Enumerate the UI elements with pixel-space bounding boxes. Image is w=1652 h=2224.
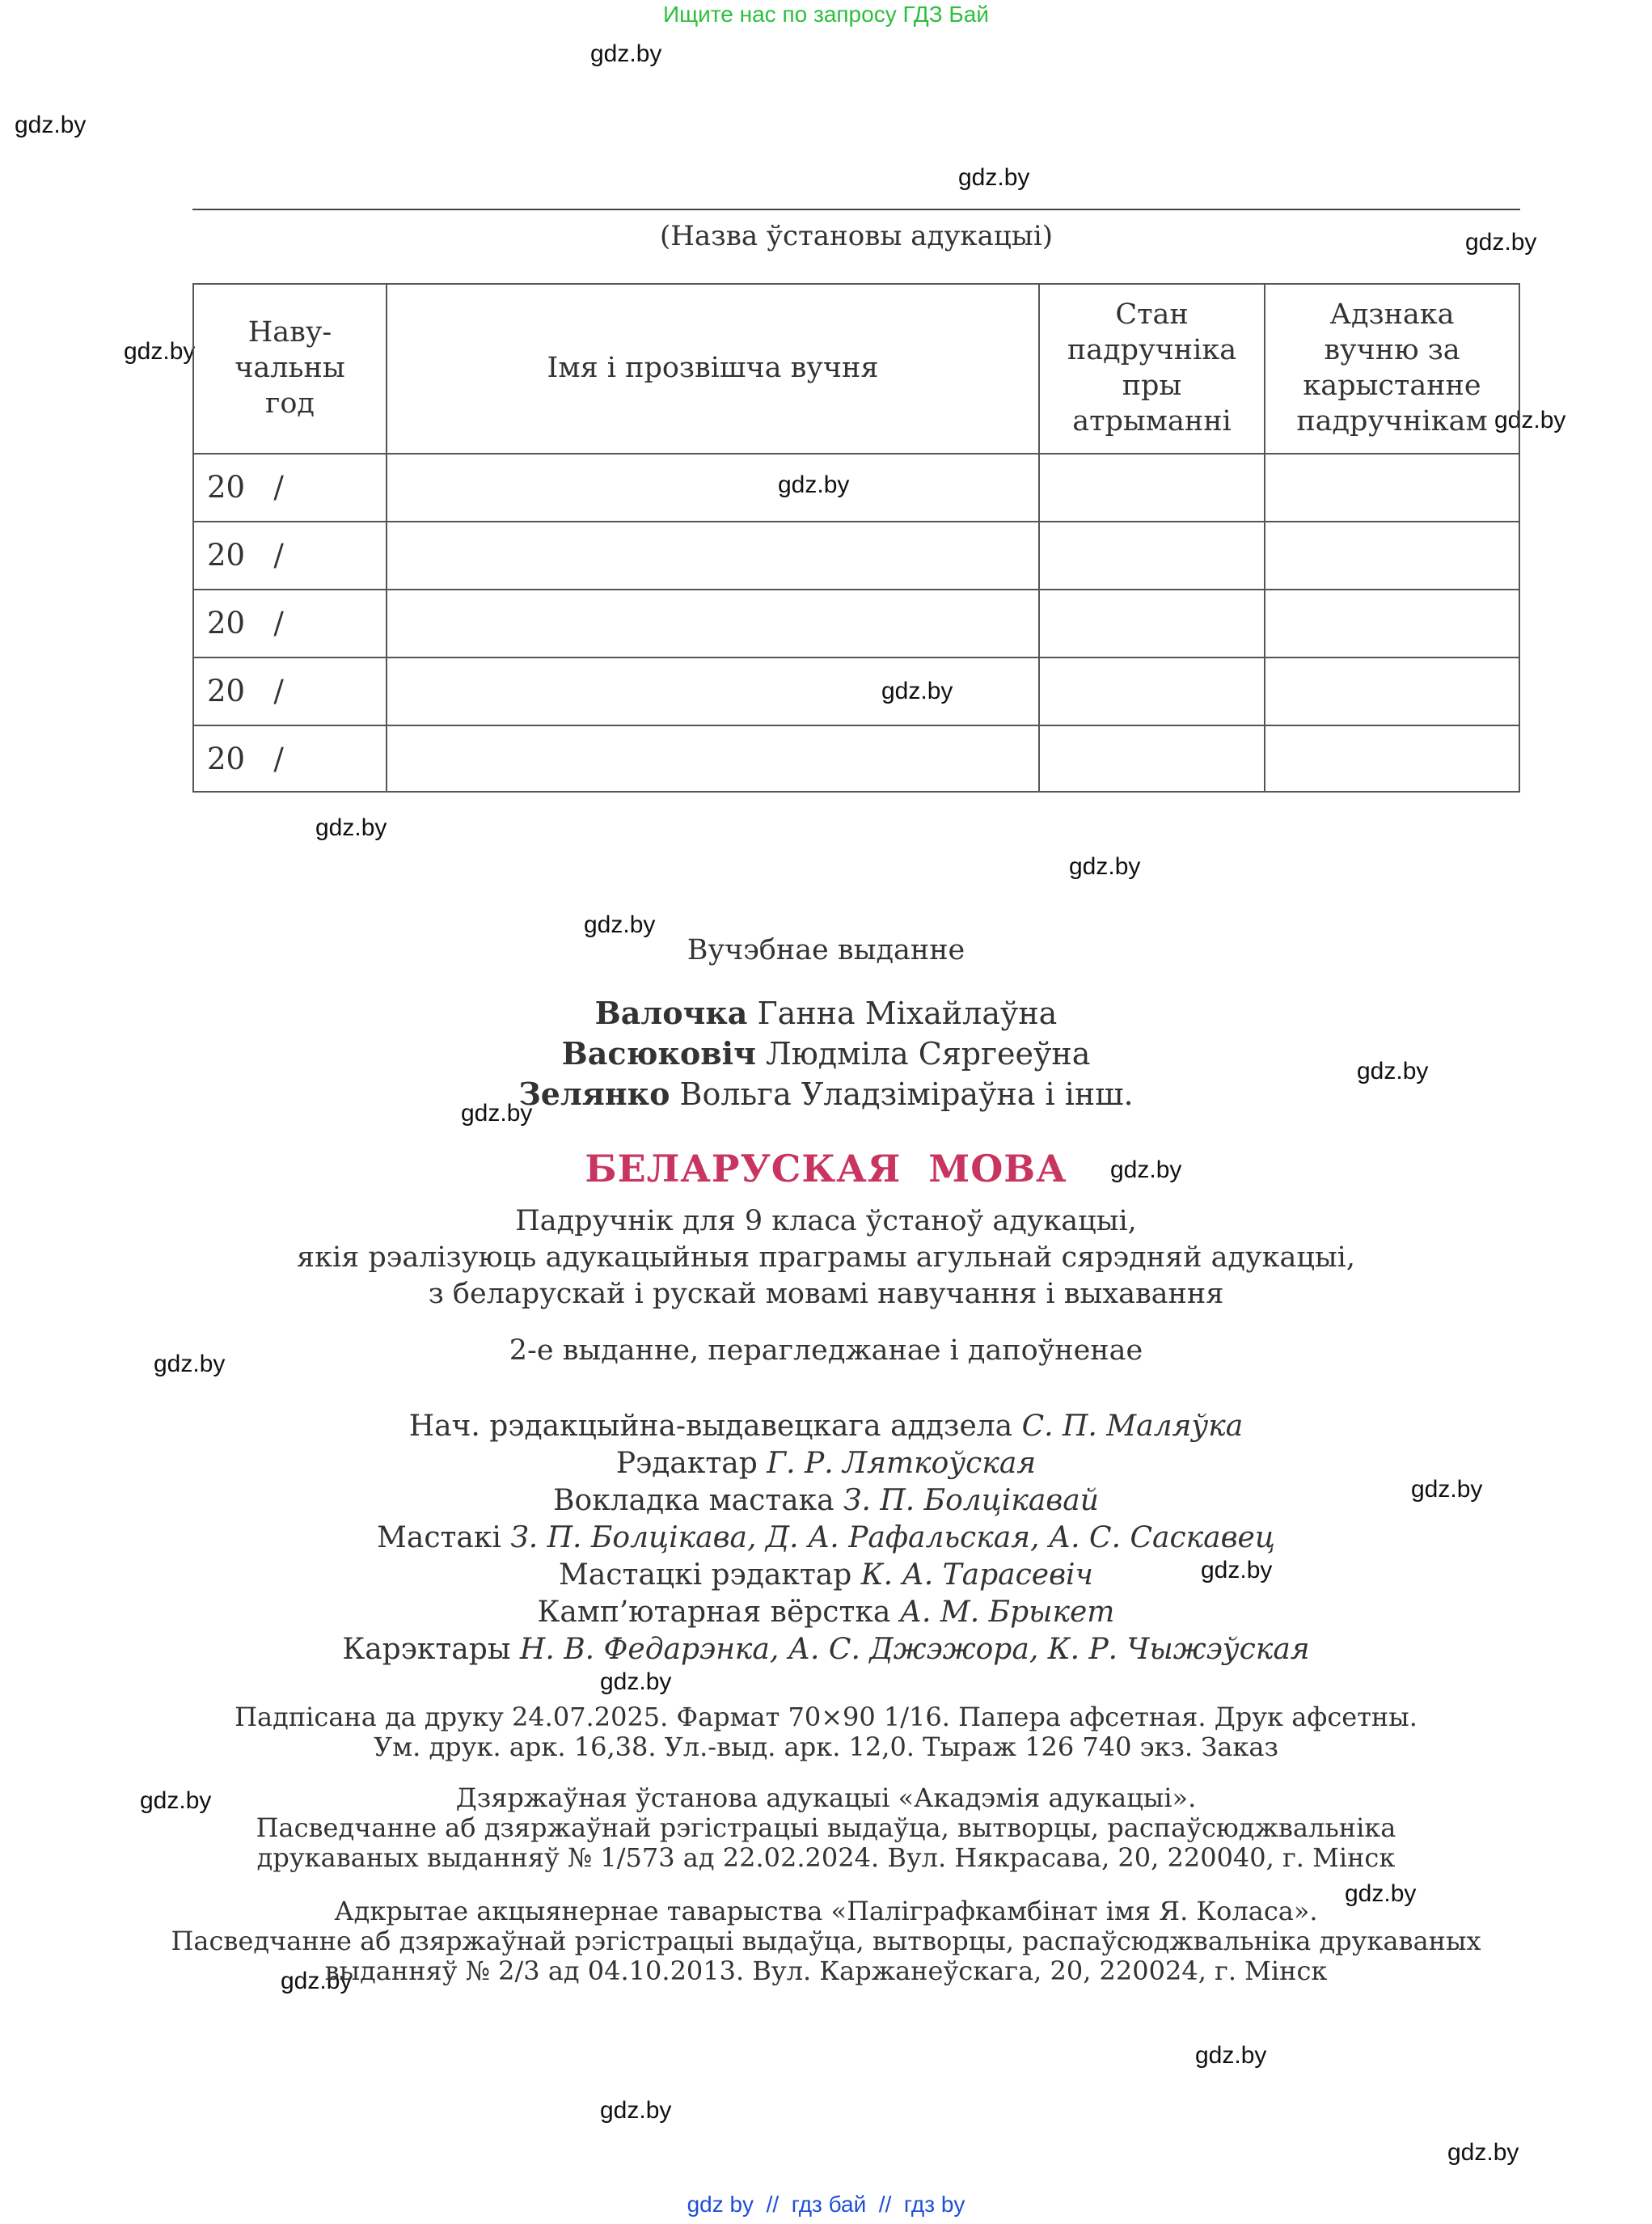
printer-line: выданняў № 2/3 ад 04.10.2013. Вул. Каржанеўскага, 20, 220024, г. Мінск	[324, 1956, 1328, 1986]
watermark: gdz.by	[1411, 1476, 1483, 1503]
publisher-line: друкаваных выданняў № 1/573 ад 22.02.2024. Вул. Някрасава, 20, 220040, г. Мінск	[256, 1842, 1396, 1873]
credit-line: Камп’ютарная вёрстка А. М. Брыкет	[537, 1596, 1115, 1629]
book-title: БЕЛАРУСКАЯ МОВА	[585, 1147, 1067, 1190]
watermark: gdz.by	[584, 911, 656, 938]
table-row: 20 /	[207, 674, 284, 708]
watermark: gdz.by	[15, 112, 87, 138]
table-divider	[192, 657, 1520, 658]
watermark: gdz.by	[315, 814, 387, 841]
header-grade: Адзнака вучню за карыстанне падручнікам	[1296, 298, 1488, 438]
watermark: gdz.by	[958, 164, 1030, 191]
table-row: 20 /	[207, 606, 284, 641]
watermark: gdz.by	[140, 1787, 212, 1814]
watermark: gdz.by	[1345, 1880, 1417, 1907]
print-info-line: Падпісана да друку 24.07.2025. Фармат 70×90 1/16. Папера афсетная. Друк афсетны.	[234, 1702, 1418, 1732]
credit-line: Рэдактар Г. Р. Ляткоўская	[615, 1447, 1037, 1480]
author-line: Валочка Ганна Міхайлаўна	[594, 995, 1058, 1031]
header-condition: Стан падручніка пры атрыманні	[1067, 298, 1237, 438]
footer-links[interactable]: gdz by // гдз бай // гдз by	[687, 2192, 965, 2217]
credit-line: Карэктары Н. В. Федарэнка, А. С. Джэжора, К. Р. Чыжэўская	[342, 1633, 1310, 1666]
institution-caption: (Назва ўстановы адукацыі)	[659, 220, 1053, 252]
top-banner[interactable]: Ищите нас по запросу ГДЗ Бай	[662, 2, 990, 27]
author-line: Васюковіч Людміла Сяргееўна	[561, 1035, 1091, 1072]
watermark: gdz.by	[1195, 2042, 1267, 2069]
publisher-line: Пасведчанне аб дзяржаўнай рэгістрацыі выдаўца, вытворцы, распаўсюджвальніка	[256, 1812, 1396, 1843]
subtitle-line: якія рэалізуюць адукацыйныя праграмы агульнай сярэдняй адукацыі,	[296, 1241, 1355, 1274]
edition-type: Вучэбнае выданне	[687, 934, 965, 966]
subtitle-line: з беларускай і рускай мовамі навучання і выхавання	[428, 1278, 1224, 1310]
table-divider	[192, 725, 1520, 726]
watermark: gdz.by	[1494, 407, 1566, 433]
watermark: gdz.by	[600, 1668, 672, 1695]
credit-line: Мастакі З. П. Болцікава, Д. А. Рафальская, А. С. Саскавец	[377, 1521, 1275, 1554]
institution-rule	[192, 209, 1520, 210]
printer-line: Адкрытае акцыянернае таварыства «Паліграфкамбінат імя Я. Коласа».	[334, 1896, 1318, 1926]
credit-line: Нач. рэдакцыйна-выдавецкага аддзела С. П. Маляўка	[408, 1410, 1244, 1443]
table-row: 20 /	[207, 470, 284, 505]
watermark: gdz.by	[590, 40, 662, 67]
subtitle-line: Падручнік для 9 класа ўстаноў адукацыі,	[515, 1205, 1137, 1237]
watermark: gdz.by	[461, 1100, 533, 1127]
watermark: gdz.by	[154, 1351, 226, 1377]
table-divider	[192, 521, 1520, 522]
watermark: gdz.by	[1357, 1058, 1429, 1085]
credit-line: Мастацкі рэдактар К. А. Тарасевіч	[559, 1558, 1093, 1592]
header-student-name: Імя і прозвішча вучня	[547, 352, 879, 384]
watermark: gdz.by	[881, 678, 953, 704]
watermark: gdz.by	[778, 471, 850, 498]
watermark: gdz.by	[281, 1968, 353, 1994]
watermark: gdz.by	[1110, 1156, 1182, 1183]
watermark: gdz.by	[1069, 853, 1141, 880]
table-divider	[192, 453, 1520, 455]
watermark: gdz.by	[1447, 2139, 1519, 2166]
printer-line: Пасведчанне аб дзяржаўнай рэгістрацыі выдаўца, вытворцы, распаўсюджвальніка друкаваных	[171, 1926, 1481, 1956]
credit-line: Вокладка мастака З. П. Болцікавай	[553, 1484, 1099, 1517]
publisher-line: Дзяржаўная ўстанова адукацыі «Акадэмія адукацыі».	[455, 1782, 1197, 1813]
watermark: gdz.by	[1201, 1557, 1273, 1583]
print-info-line: Ум. друк. арк. 16,38. Ул.-выд. арк. 12,0. Тыраж 126 740 экз. Заказ	[374, 1731, 1278, 1762]
author-line: Зелянко Вольга Уладзіміраўна і інш.	[518, 1076, 1134, 1112]
table-row: 20 /	[207, 538, 284, 573]
table-row: 20 /	[207, 742, 284, 776]
watermark: gdz.by	[124, 338, 196, 365]
header-year: Наву- чальны год	[234, 316, 345, 420]
watermark: gdz.by	[1465, 229, 1537, 256]
edition-note: 2-е выданне, перагледжанае і дапоўненае	[509, 1334, 1143, 1367]
table-divider	[192, 589, 1520, 590]
watermark: gdz.by	[600, 2097, 672, 2124]
